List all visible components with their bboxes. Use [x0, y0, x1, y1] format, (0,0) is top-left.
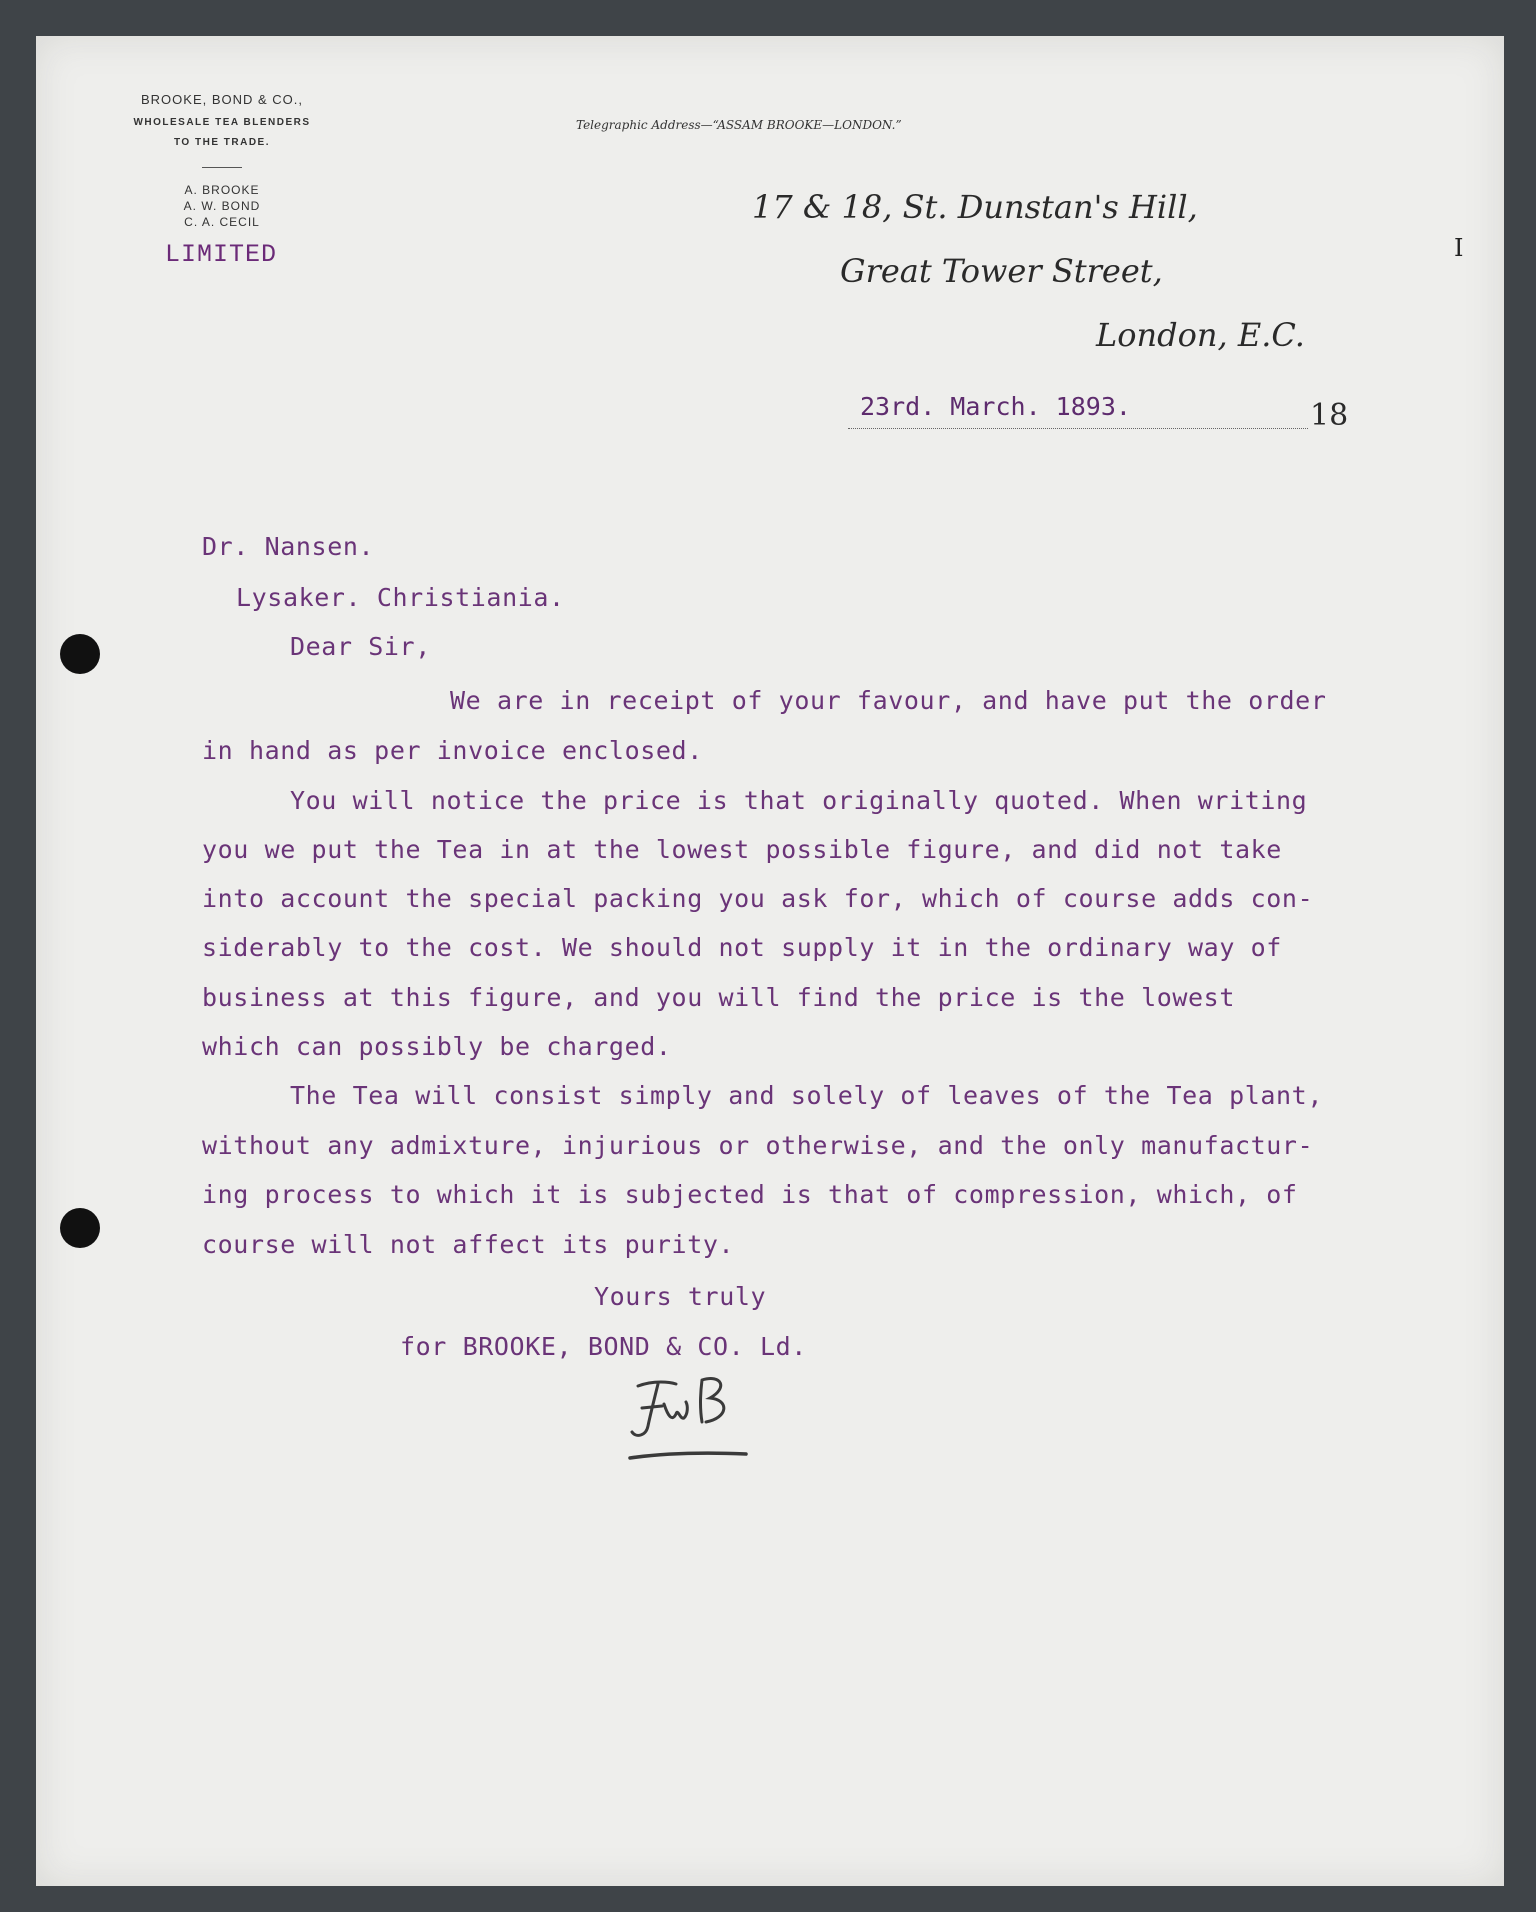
telegraphic-address: Telegraphic Address—“ASSAM BROOKE—LONDON.” — [576, 118, 902, 132]
body-line: ing process to which it is subjected is that of compression, which, of — [202, 1180, 1298, 1209]
limited-stamp: LIMITED — [165, 240, 278, 269]
body-line: siderably to the cost. We should not supply it in the ordinary way of — [202, 933, 1282, 962]
date-underline — [848, 428, 1308, 429]
address-line-2: Great Tower Street, — [840, 252, 1163, 290]
signoff: for BROOKE, BOND & CO. Ld. — [400, 1332, 807, 1361]
body-line: you we put the Tea in at the lowest possible figure, and did not take — [202, 835, 1282, 864]
director-3: C. A. CECIL — [184, 215, 260, 229]
letterhead-divider — [202, 167, 242, 168]
address-line-3: London, E.C. — [1096, 316, 1305, 354]
body-line: The Tea will consist simply and solely of leaves of the Tea plant, — [290, 1081, 1323, 1110]
punch-hole-top — [60, 634, 100, 674]
punch-hole-bottom — [60, 1208, 100, 1248]
recipient-location: Lysaker. Christiania. — [236, 583, 565, 612]
body-line: without any admixture, injurious or otherwise, and the only manufactur- — [202, 1131, 1314, 1160]
body-line: We are in receipt of your favour, and have put the order — [450, 686, 1327, 715]
body-line: business at this figure, and you will find the price is the lowest — [202, 983, 1235, 1012]
address-line-1: 17 & 18, St. Dunstan's Hill, — [752, 188, 1198, 226]
closing: Yours truly — [594, 1282, 767, 1311]
body-line: into account the special packing you ask for, which of course adds con- — [202, 884, 1314, 913]
recipient-name: Dr. Nansen. — [202, 532, 375, 561]
firm-trade-line1: WHOLESALE TEA BLENDERS — [133, 117, 311, 128]
director-1: A. BROOKE — [184, 183, 260, 197]
director-2: A. W. BOND — [183, 199, 261, 213]
body-line: course will not affect its purity. — [202, 1230, 735, 1259]
handwritten-signature — [618, 1370, 758, 1470]
letter-date: 23rd. March. 1893. — [860, 392, 1131, 421]
letterhead-left-block — [110, 92, 334, 230]
firm-trade-line2: TO THE TRADE. — [174, 137, 270, 148]
firm-name: BROOKE, BOND & CO., — [140, 92, 304, 107]
salutation: Dear Sir, — [290, 632, 431, 661]
printed-year-prefix: 18 — [1310, 398, 1349, 433]
body-line: in hand as per invoice enclosed. — [202, 736, 703, 765]
page-number: I — [1454, 234, 1464, 262]
body-line: You will notice the price is that originally quoted. When writing — [290, 786, 1308, 815]
body-line: which can possibly be charged. — [202, 1032, 672, 1061]
